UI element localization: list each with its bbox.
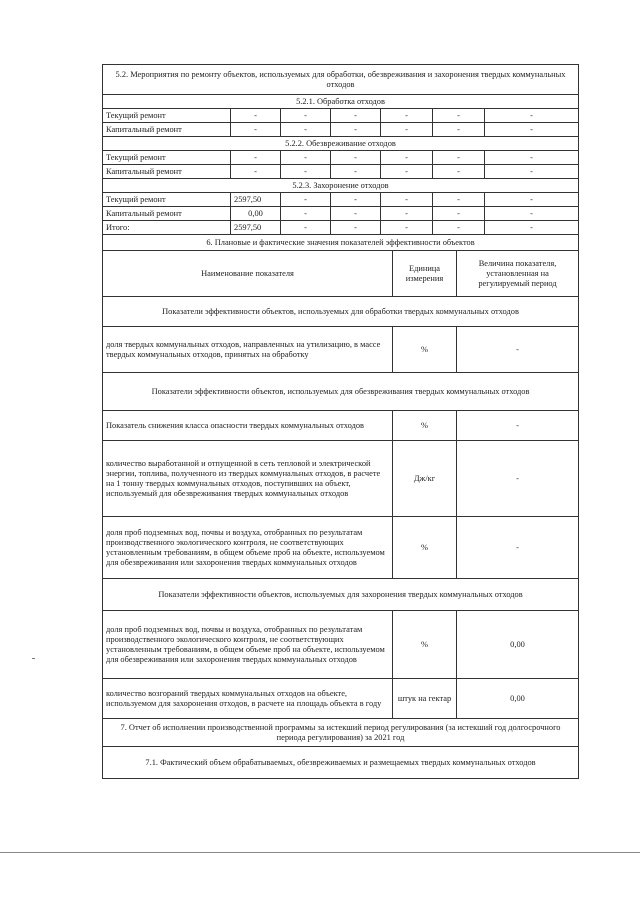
cell: - bbox=[485, 165, 579, 179]
section-7-1-title: 7.1. Фактический объем обрабатываемых, обезвреживаемых и размещаемых твердых коммунальных отходов bbox=[103, 747, 579, 779]
indicator-unit: % bbox=[393, 611, 457, 679]
cell: - bbox=[485, 193, 579, 207]
cell: 2597,50 bbox=[231, 193, 281, 207]
page-bottom-rule bbox=[0, 852, 640, 853]
subsection-processing-title: 5.2.1. Обработка отходов bbox=[103, 95, 579, 109]
cell: - bbox=[433, 207, 485, 221]
cell: - bbox=[331, 221, 381, 235]
cell: - bbox=[331, 109, 381, 123]
row-label: Текущий ремонт bbox=[103, 151, 231, 165]
row-label: Текущий ремонт bbox=[103, 109, 231, 123]
table-row bbox=[103, 165, 579, 179]
header-unit: Единица измерения bbox=[393, 251, 457, 297]
row-label: Итого: bbox=[103, 221, 231, 235]
cell: - bbox=[381, 207, 433, 221]
indicator-value: - bbox=[457, 411, 579, 441]
cell: - bbox=[433, 109, 485, 123]
cell: - bbox=[433, 193, 485, 207]
indicator-unit: штук на гектар bbox=[393, 679, 457, 719]
table-row bbox=[103, 441, 579, 517]
subsection-neutralization-title: 5.2.2. Обезвреживание отходов bbox=[103, 137, 579, 151]
cell: - bbox=[281, 221, 331, 235]
cell: - bbox=[331, 193, 381, 207]
cell: - bbox=[485, 109, 579, 123]
table-row bbox=[103, 611, 579, 679]
cell: - bbox=[485, 207, 579, 221]
table-row bbox=[103, 109, 579, 123]
indicator-name: доля проб подземных вод, почвы и воздуха, отобранных по результатам производственного экологического контроля, не соответствующих установленным требованиям, в общем объеме проб на объекте, используемом для обезвреживания или захоронения твердых коммунальных отходов bbox=[103, 517, 393, 579]
cell: - bbox=[381, 165, 433, 179]
table-row bbox=[103, 517, 579, 579]
indicator-name: Показатель снижения класса опасности твердых коммунальных отходов bbox=[103, 411, 393, 441]
cell: - bbox=[331, 165, 381, 179]
indicator-value: - bbox=[457, 517, 579, 579]
cell: - bbox=[485, 123, 579, 137]
indicator-value: - bbox=[457, 327, 579, 373]
indicator-unit: % bbox=[393, 327, 457, 373]
cell: - bbox=[281, 193, 331, 207]
cell: - bbox=[281, 151, 331, 165]
cell: - bbox=[281, 109, 331, 123]
indicator-value: 0,00 bbox=[457, 611, 579, 679]
header-name: Наименование показателя bbox=[103, 251, 393, 297]
cell: - bbox=[231, 165, 281, 179]
cell: - bbox=[433, 123, 485, 137]
cell: - bbox=[381, 151, 433, 165]
document-page bbox=[102, 64, 578, 779]
group-title: Показатели эффективности объектов, используемых для захоронения твердых коммунальных отходов bbox=[103, 579, 579, 611]
cell: - bbox=[331, 207, 381, 221]
indicator-value: - bbox=[457, 441, 579, 517]
cell: 2597,50 bbox=[231, 221, 281, 235]
cell: - bbox=[433, 221, 485, 235]
indicator-name: количество возгораний твердых коммунальных отходов на объекте, используемом для захоронения отходов, в расчете на площадь объекта в году bbox=[103, 679, 393, 719]
indicator-unit: % bbox=[393, 517, 457, 579]
cell: - bbox=[281, 165, 331, 179]
cell: - bbox=[381, 193, 433, 207]
table-row bbox=[103, 679, 579, 719]
cell: - bbox=[433, 151, 485, 165]
indicator-name: количество выработанной и отпущенной в сеть тепловой и электрической энергии, топлива, полученного из твердых коммунальных отходов, в расчете на 1 тонну твердых коммунальных отходов, поступивших на объект, используемый для обезвреживания твердых коммунальных отходов bbox=[103, 441, 393, 517]
header-value: Величина показателя, установленная на регулируемый период bbox=[457, 251, 579, 297]
cell: - bbox=[281, 123, 331, 137]
cell: - bbox=[381, 123, 433, 137]
cell: - bbox=[381, 109, 433, 123]
table-row bbox=[103, 327, 579, 373]
row-label: Капитальный ремонт bbox=[103, 123, 231, 137]
cell: - bbox=[231, 151, 281, 165]
cell: - bbox=[485, 151, 579, 165]
section-7-title: 7. Отчет об исполнении производственной программы за истекший период регулирования (за истекший год долгосрочного периода регулирования) за 2021 год bbox=[103, 719, 579, 747]
cell: - bbox=[331, 123, 381, 137]
indicator-unit: Дж/кг bbox=[393, 441, 457, 517]
indicator-name: доля проб подземных вод, почвы и воздуха, отобранных по результатам производственного экологического контроля, не соответствующих установленным требованиям, в общем объеме проб на объекте, используемом для обезвреживания или захоронения твердых коммунальных отходов bbox=[103, 611, 393, 679]
repair-table bbox=[102, 64, 579, 235]
table-row bbox=[103, 193, 579, 207]
cell: - bbox=[281, 207, 331, 221]
row-label: Текущий ремонт bbox=[103, 193, 231, 207]
table-row bbox=[103, 123, 579, 137]
cell: - bbox=[231, 109, 281, 123]
indicators-table bbox=[102, 234, 579, 779]
group-title: Показатели эффективности объектов, используемых для обезвреживания твердых коммунальных отходов bbox=[103, 373, 579, 411]
row-label: Капитальный ремонт bbox=[103, 207, 231, 221]
section-6-title: 6. Плановые и фактические значения показателей эффективности объектов bbox=[103, 235, 579, 251]
row-label: Капитальный ремонт bbox=[103, 165, 231, 179]
cell: - bbox=[381, 221, 433, 235]
cell: - bbox=[433, 165, 485, 179]
table-row bbox=[103, 411, 579, 441]
scan-mark bbox=[32, 658, 35, 659]
group-title: Показатели эффективности объектов, используемых для обработки твердых коммунальных отходов bbox=[103, 297, 579, 327]
subsection-burial-title: 5.2.3. Захоронение отходов bbox=[103, 179, 579, 193]
cell: 0,00 bbox=[231, 207, 281, 221]
cell: - bbox=[485, 221, 579, 235]
indicator-value: 0,00 bbox=[457, 679, 579, 719]
section-5-2-title: 5.2. Мероприятия по ремонту объектов, используемых для обработки, обезвреживания и захоронения твердых коммунальных отходов bbox=[103, 65, 579, 95]
table-row bbox=[103, 151, 579, 165]
indicator-name: доля твердых коммунальных отходов, направленных на утилизацию, в массе твердых коммунальных отходов, принятых на обработку bbox=[103, 327, 393, 373]
table-row bbox=[103, 207, 579, 221]
table-row bbox=[103, 221, 579, 235]
table-header-row bbox=[103, 251, 579, 297]
cell: - bbox=[331, 151, 381, 165]
cell: - bbox=[231, 123, 281, 137]
indicator-unit: % bbox=[393, 411, 457, 441]
